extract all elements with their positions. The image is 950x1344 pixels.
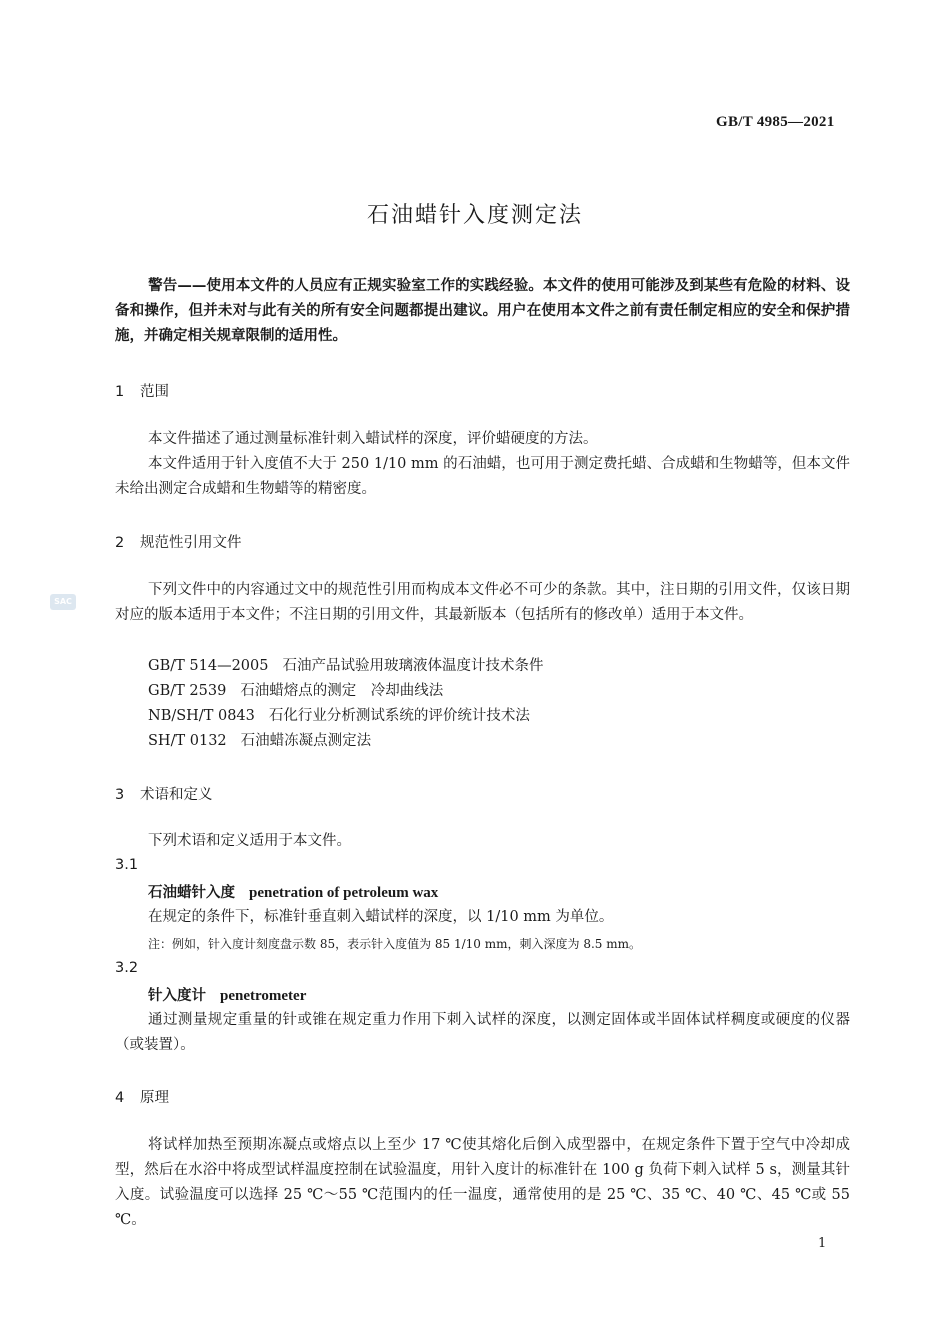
section-1-heading (115, 380, 169, 401)
document-title: 石油蜡针入度测定法 (366, 203, 583, 228)
reference-item (148, 729, 371, 750)
section-3-intro: 下列术语和定义适用于本文件。 (148, 833, 351, 849)
term-definition: 在规定的条件下，标准针垂直刺入蜡试样的深度，以 1/10 mm 为单位。 (148, 909, 614, 925)
section-title: 规范性引用文件 (140, 535, 242, 551)
note-text: 例如，针入度计刻度盘示数 85，表示针入度值为 85 1/10 mm，刺入深度为 8.5 mm。 (172, 937, 641, 951)
section-3-heading (115, 783, 213, 804)
reference-code: NB/SH/T 0843 (148, 708, 255, 724)
section-title: 术语和定义 (140, 787, 213, 803)
section-title: 范围 (140, 384, 169, 400)
section-1-paragraph-2: 本文件适用于针入度值不大于 250 1/10 mm 的石油蜡，也可用于测定费托蜡、合成蜡和生物蜡等，但本文件未给出测定合成蜡和生物蜡等的精密度。 (115, 456, 850, 497)
page-number: 1 (818, 1236, 827, 1251)
reference-code: SH/T 0132 (148, 733, 227, 749)
standard-code: GB/T 4985—2021 (716, 114, 835, 130)
reference-item (148, 679, 443, 700)
note-label: 注： (148, 937, 173, 951)
reference-code: GB/T 2539 (148, 683, 227, 699)
term-en: penetration of petroleum wax (249, 885, 439, 901)
warning-text: 警告——使用本文件的人员应有正规实验室工作的实践经验。本文件的使用可能涉及到某些有危险的材料、设备和操作，但并未对与此有关的所有安全问题都提出建议。用户在使用本文件之前有责任制定相应的安全和保护措施，并确定相关规章限制的适用性。 (115, 278, 850, 344)
term-heading (148, 984, 306, 1005)
section-2-heading (115, 531, 242, 552)
sac-watermark-logo: SAC (50, 594, 76, 610)
warning-paragraph (115, 274, 850, 349)
section-number: 1 (115, 384, 125, 400)
section-2-intro: 下列文件中的内容通过文中的规范性引用而构成本文件必不可少的条款。其中，注日期的引用文件，仅该日期对应的版本适用于本文件；不注日期的引用文件，其最新版本（包括所有的修改单）适用于本文件。 (115, 582, 850, 623)
term-number: 3.1 (115, 857, 139, 873)
term-zh: 针入度计 (148, 988, 206, 1004)
section-number: 2 (115, 535, 125, 551)
reference-title: 石化行业分析测试系统的评价统计技术法 (268, 708, 530, 724)
reference-title: 石油产品试验用玻璃液体温度计技术条件 (282, 658, 544, 674)
section-1-paragraph-1: 本文件描述了通过测量标准针刺入蜡试样的深度，评价蜡硬度的方法。 (148, 431, 598, 447)
section-number: 4 (115, 1090, 125, 1106)
term-en: penetrometer (220, 988, 307, 1004)
section-title: 原理 (140, 1090, 169, 1106)
section-number: 3 (115, 787, 125, 803)
reference-code: GB/T 514—2005 (148, 658, 269, 674)
reference-item (148, 704, 530, 725)
term-note (148, 935, 641, 952)
section-4-heading (115, 1086, 169, 1107)
term-heading (148, 881, 438, 902)
term-definition: 通过测量规定重量的针或锥在规定重力作用下刺入试样的深度，以测定固体或半固体试样稠度或硬度的仪器（或装置）。 (115, 1012, 850, 1053)
section-4-paragraph: 将试样加热至预期冻凝点或熔点以上至少 17 ℃使其熔化后倒入成型器中，在规定条件下置于空气中冷却成型，然后在水浴中将成型试样温度控制在试验温度，用针入度计的标准针在 100 g 负荷下刺入试样 5 s，测量其针入度。试验温度可以选择 25 ℃～55 ℃范围内的任一温度，通常使用的是 25 ℃、35 ℃、40 ℃、45 ℃或 55 ℃。 (115, 1137, 850, 1228)
term-number: 3.2 (115, 960, 139, 976)
term-zh: 石油蜡针入度 (148, 885, 235, 901)
reference-item (148, 654, 543, 675)
reference-title: 石油蜡熔点的测定 冷却曲线法 (240, 683, 444, 699)
reference-title: 石油蜡冻凝点测定法 (240, 733, 372, 749)
